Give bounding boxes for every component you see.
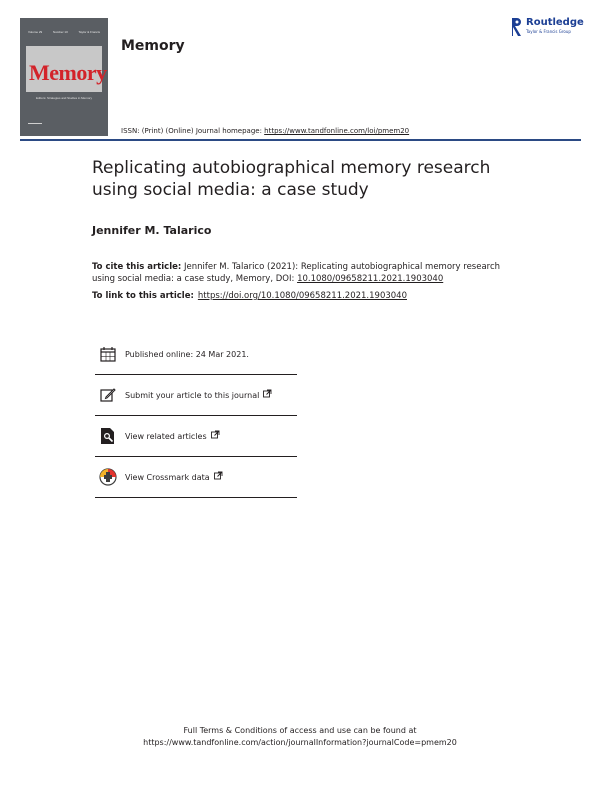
publisher-name: Routledge	[526, 17, 584, 28]
cite-label: To cite this article:	[92, 262, 182, 272]
cite-text: Jennifer M. Talarico (2021): Replicating autobiographical memory research using social media: a case study, Memory, DOI:	[92, 262, 501, 284]
issn-prefix: ISSN: (Print) (Online) Journal homepage:	[121, 127, 265, 135]
calendar-icon	[99, 345, 117, 363]
publisher-logo	[511, 17, 584, 37]
crossmark-link[interactable]	[125, 471, 223, 483]
journal-name: Memory	[121, 38, 185, 54]
related-articles-link[interactable]	[125, 430, 220, 442]
link-line	[92, 291, 407, 301]
routledge-r-icon	[511, 17, 523, 37]
footer-terms-link[interactable]: https://www.tandfonline.com/action/journalInformation?journalCode=pmem20	[143, 738, 457, 747]
article-title: Replicating autobiographical memory research using social media: a case study	[92, 158, 491, 200]
related-articles-label: View related articles	[125, 431, 207, 441]
external-link-icon	[214, 471, 223, 483]
crossmark-icon	[99, 468, 117, 486]
info-row-published	[95, 334, 297, 375]
edit-icon	[99, 386, 117, 404]
crossmark-label: View Crossmark data	[125, 472, 210, 482]
info-row-related[interactable]	[95, 416, 297, 457]
journal-cover	[20, 18, 108, 136]
journal-homepage-link[interactable]: https://www.tandfonline.com/loi/pmem20	[264, 127, 410, 135]
info-row-submit[interactable]	[95, 375, 297, 416]
info-row-crossmark[interactable]	[95, 457, 297, 498]
link-label: To link to this article:	[92, 291, 194, 301]
published-online-label: Published online: 24 Mar 2021.	[125, 349, 249, 359]
citation-block	[92, 261, 512, 285]
cover-number: Number 10	[52, 30, 68, 34]
info-list	[95, 334, 297, 498]
external-link-icon	[211, 430, 220, 442]
submit-article-label: Submit your article to this journal	[125, 390, 260, 400]
external-link-icon	[263, 389, 272, 401]
header-divider	[20, 139, 581, 141]
publisher-tagline: Taylor & Francis Group	[526, 29, 571, 34]
cover-topline	[28, 30, 100, 34]
article-link[interactable]: https://doi.org/10.1080/09658211.2021.1903040	[197, 291, 407, 301]
doi-link[interactable]: 10.1080/09658211.2021.1903040	[297, 274, 444, 284]
search-document-icon	[99, 427, 117, 445]
cover-publisher-mark	[28, 123, 42, 130]
cover-publisher: Taylor & Francis	[78, 30, 100, 34]
submit-article-link[interactable]	[125, 389, 272, 401]
cover-subline: Editors: Strategies and Studies in Memory	[35, 96, 93, 100]
cover-title: Memory	[29, 60, 107, 85]
footer	[0, 725, 600, 749]
footer-terms-line: Full Terms & Conditions of access and use can be found at	[183, 726, 417, 735]
article-author: Jennifer M. Talarico	[92, 224, 212, 237]
cover-volume: Volume 29	[28, 30, 43, 34]
issn-line	[121, 127, 409, 135]
cover-wordmark	[26, 46, 107, 92]
